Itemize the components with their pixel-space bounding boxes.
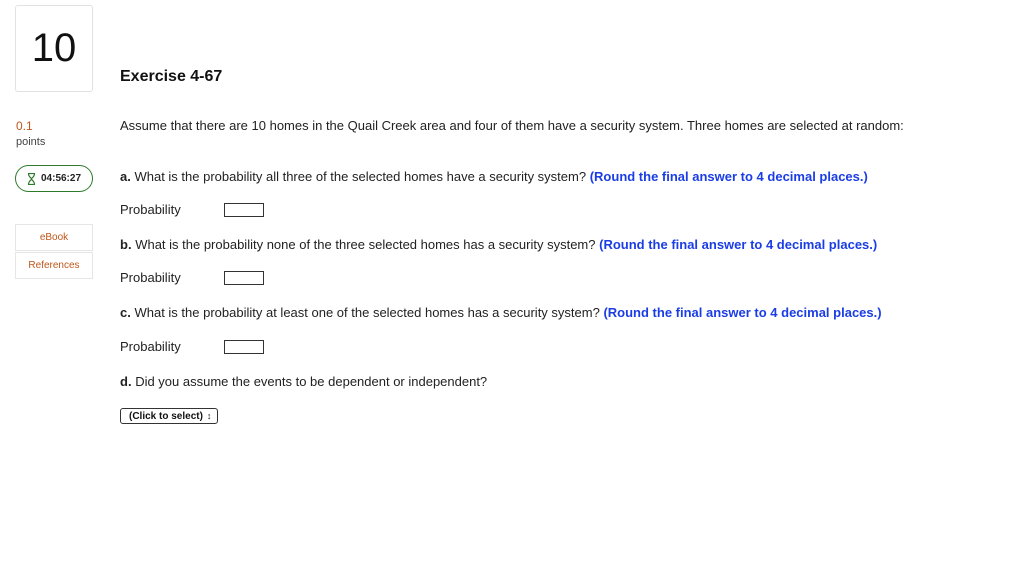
part-c-text: What is the probability at least one of the selected homes has a security system? <box>134 305 600 320</box>
part-d-question <box>120 373 487 391</box>
exercise-title: Exercise 4-67 <box>120 68 223 85</box>
part-a-hint: (Round the final answer to 4 decimal places.) <box>589 169 868 184</box>
dependence-select[interactable] <box>120 408 218 424</box>
part-b-hint: (Round the final answer to 4 decimal places.) <box>599 237 878 252</box>
part-a-question <box>120 168 868 186</box>
question-intro: Assume that there are 10 homes in the Quail Creek area and four of them have a security system. Three homes are selected at random: <box>120 118 904 133</box>
part-b-question <box>120 236 877 254</box>
part-c-letter: c. <box>120 305 131 320</box>
part-a-text: What is the probability all three of the selected homes have a security system? <box>134 169 587 184</box>
part-c-question <box>120 304 882 322</box>
part-c-hint: (Round the final answer to 4 decimal places.) <box>603 305 882 320</box>
references-button[interactable]: References <box>15 252 93 279</box>
points-label: points <box>16 136 46 148</box>
points-value: 0.1 <box>16 119 33 133</box>
part-a-probability-input[interactable] <box>224 203 264 217</box>
dependence-select-value: (Click to select) <box>129 410 203 422</box>
part-a-answer-row <box>120 202 264 217</box>
part-b-probability-label: Probability <box>120 270 181 285</box>
part-c-probability-input[interactable] <box>224 340 264 354</box>
timer <box>15 165 93 192</box>
part-b-letter: b. <box>120 237 132 252</box>
part-b-probability-input[interactable] <box>224 271 264 285</box>
timer-text: 04:56:27 <box>40 173 82 184</box>
part-a-probability-label: Probability <box>120 202 181 217</box>
part-b-answer-row <box>120 270 264 285</box>
part-c-answer-row <box>120 339 264 354</box>
part-b-text: What is the probability none of the three selected homes has a security system? <box>135 237 596 252</box>
question-number: 10 <box>15 5 93 92</box>
part-d-letter: d. <box>120 374 132 389</box>
updown-chevron-icon: ↕ <box>206 411 212 421</box>
ebook-button[interactable]: eBook <box>15 224 93 251</box>
part-a-letter: a. <box>120 169 131 184</box>
hourglass-icon <box>27 173 36 185</box>
part-c-probability-label: Probability <box>120 339 181 354</box>
part-d-text: Did you assume the events to be dependent or independent? <box>135 374 488 389</box>
